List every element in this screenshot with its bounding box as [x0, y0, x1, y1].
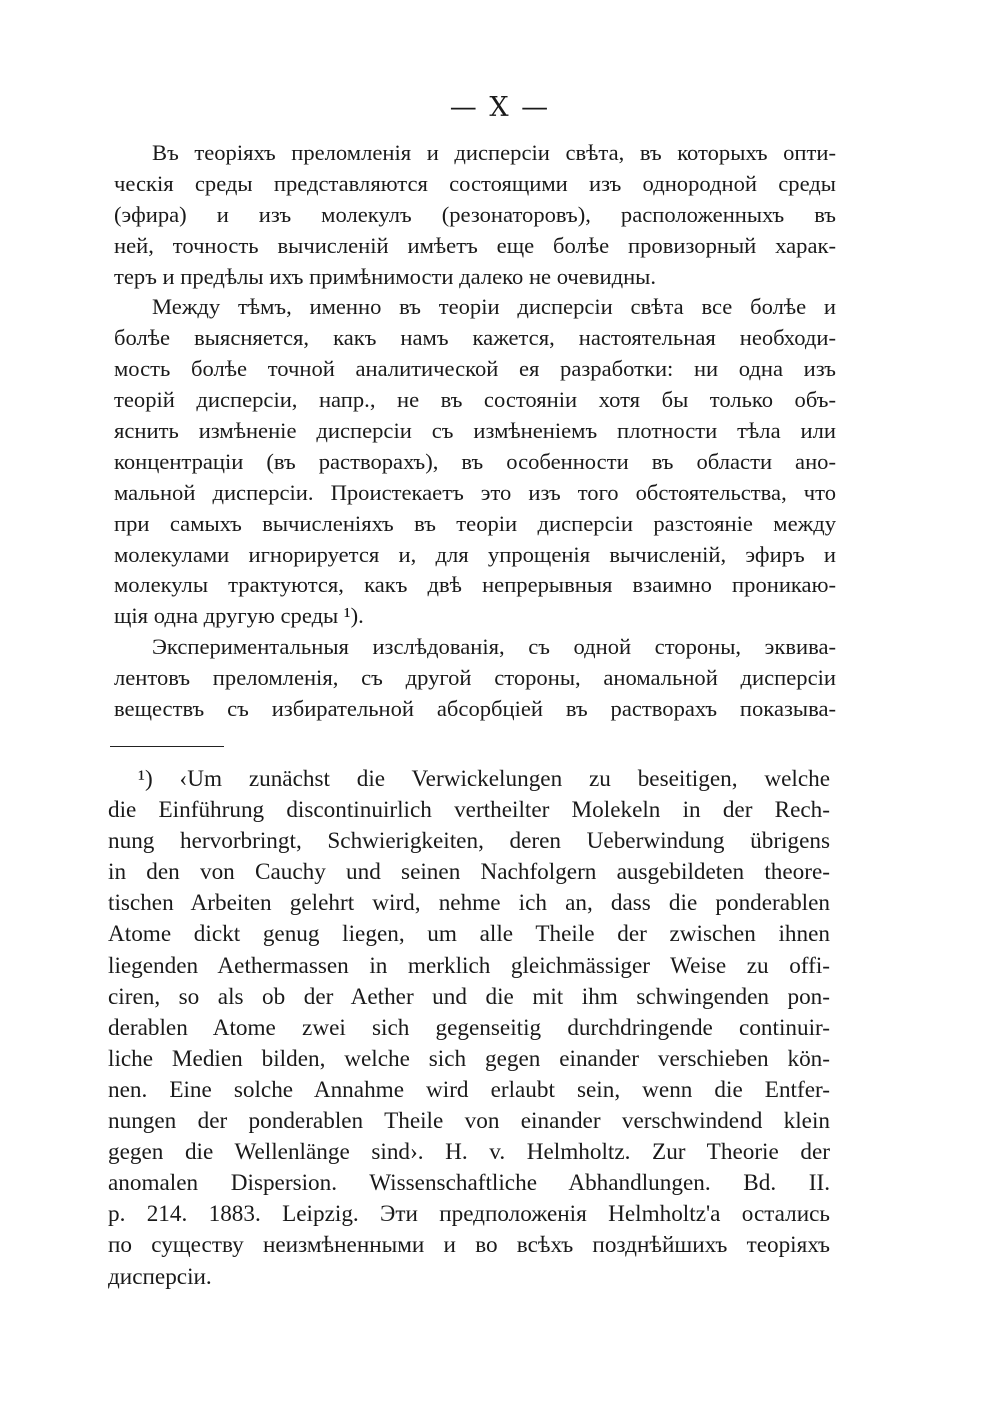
- text-line: ней, точность вычисленій имѣетъ еще болѣе провизорный харак-: [114, 232, 836, 258]
- text-line: ческія среды представляются состоящими изъ однородной среды: [114, 170, 836, 196]
- text-line: (эфира) и изъ молекулъ (резонаторовъ), расположенныхъ въ: [114, 201, 836, 227]
- text-line: лентовъ преломленія, съ другой стороны, аномальной дисперсіи: [114, 665, 836, 691]
- text-line: теорій дисперсіи, напр., не въ состояніи хотя бы только объ-: [114, 387, 836, 413]
- footnote-line: liegenden Aethermassen in merklich gleichmässiger Weise zu offi-: [108, 952, 830, 979]
- footnote-line: in den von Cauchy und seinen Nachfolgern ausgebildeten theore-: [108, 859, 830, 886]
- footnote-line: p. 214. 1883. Leipzig. Эти предположенія Helmholtz'а остались: [108, 1201, 830, 1228]
- footnote-line: liche Medien bilden, welche sich gegen einander verschieben kön-: [108, 1045, 830, 1072]
- main-text: [114, 138, 836, 725]
- footnote-line: tischen Arbeiten gelehrt wird, nehme ich an, dass die ponderablen: [108, 890, 830, 917]
- footnote-line: gegen die Wellenlänge sind›. H. v. Helmholtz. Zur Theorie der: [108, 1139, 830, 1166]
- text-line: Экспериментальныя изслѣдованія, съ одной стороны, эквива-: [152, 634, 836, 660]
- text-line: Въ теоріяхъ преломленія и дисперсіи свѣта, въ которыхъ опти-: [152, 140, 836, 165]
- text-line: концентраціи (въ растворахъ), въ особенности въ области ано-: [114, 448, 836, 474]
- footnote-line: anomalen Dispersion. Wissenschaftliche Abhandlungen. Bd. II.: [108, 1170, 830, 1197]
- footnote-line: nen. Eine solche Annahme wird erlaubt sein, wenn die Entfer-: [108, 1076, 830, 1103]
- footnote-line: nungen der ponderablen Theile von einander verschwindend klein: [108, 1108, 830, 1135]
- text-line: веществъ съ избирательной абсорбціей въ растворахъ показыва-: [114, 696, 836, 722]
- footnote-line: ¹) ‹Um zunächst die Verwickelungen zu beseitigen, welche: [138, 766, 830, 792]
- page-number: — X —: [449, 92, 551, 123]
- text-line: теръ и предѣлы ихъ примѣнимости далеко не очевидны.: [114, 263, 656, 289]
- footnote: [108, 764, 830, 1293]
- footnote-line: die Einführung discontinuirlich vertheilter Molekeln in der Rech-: [108, 797, 830, 824]
- text-line: яснить измѣненіе дисперсіи съ измѣненіемъ плотности тѣла или: [114, 418, 836, 444]
- text-line: мальной дисперсіи. Проистекаетъ это изъ того обстоятельства, что: [114, 479, 836, 505]
- footnote-line: nung hervorbringt, Schwierigkeiten, deren Ueberwindung übrigens: [108, 828, 830, 855]
- text-line: Между тѣмъ, именно въ теоріи дисперсіи свѣта все болѣе и: [152, 294, 836, 320]
- footnote-line: по существу неизмѣненными и во всѣхъ позднѣйшихъ теоріяхъ: [108, 1232, 830, 1259]
- text-line: молекулы трактуются, какъ двѣ непрерывныя взаимно проникаю-: [114, 572, 836, 598]
- text-line: болѣе выясняется, какъ намъ кажется, настоятельная необходи-: [114, 325, 836, 351]
- footnote-line: derablen Atome zwei sich gegenseitig durchdringende continuir-: [108, 1014, 830, 1041]
- footnote-line: дисперсіи.: [108, 1263, 212, 1290]
- text-line: молекулами игнорируется и, для упрощенія вычисленій, эфиръ и: [114, 541, 836, 567]
- text-line: при самыхъ вычисленіяхъ въ теоріи дисперсіи разстояніе между: [114, 510, 836, 536]
- footnote-divider: [110, 746, 224, 747]
- footnote-line: ciren, so als ob der Aether und die mit ihm schwingenden pon-: [108, 983, 830, 1010]
- footnote-line: Atome dickt genug liegen, um alle Theile der zwischen ihnen: [108, 921, 830, 948]
- text-line: мость болѣе точной аналитической ея разработки: ни одна изъ: [114, 356, 836, 382]
- text-line: щія одна другую среды ¹).: [114, 603, 364, 629]
